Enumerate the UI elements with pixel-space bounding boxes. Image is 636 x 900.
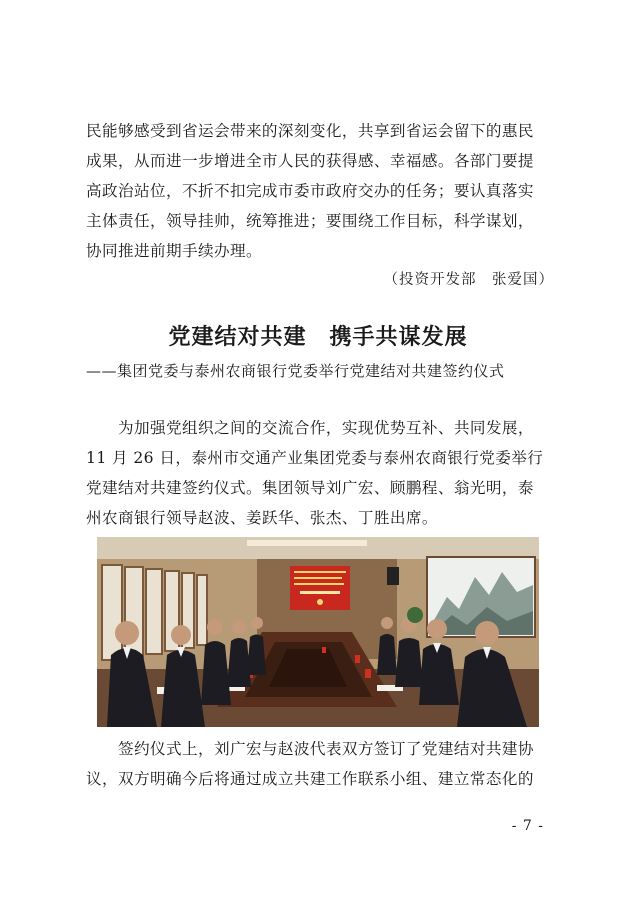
top-paragraph [86,116,554,266]
paragraph-line: 高政治站位，不折不扣完成市委市政府交办的任务；要认真落实 [86,182,534,200]
intro-paragraph [86,413,554,533]
paragraph-line: 主体责任，领导挂帅，统筹推进；要围绕工作目标，科学谋划， [86,212,534,230]
article-subtitle: ——集团党委与泰州农商银行党委举行党建结对共建签约仪式 [86,362,505,380]
paragraph-line: 签约仪式上，刘广宏与赵波代表双方签订了党建结对共建协 [86,740,534,758]
closing-paragraph [86,734,554,794]
page-number: - 7 - [511,818,544,834]
paragraph-line: 议，双方明确今后将通过成立共建工作联系小组、建立常态化的 [86,770,534,788]
paragraph-line: 成果，从而进一步增进全市人民的获得感、幸福感。各部门要提 [86,152,534,170]
author-byline: （投资开发部 张爱国） [383,272,554,288]
article-title: 党建结对共建 携手共谋发展 [168,325,468,350]
signing-ceremony-photo [97,537,539,727]
paragraph-line: 州农商银行领导赵波、姜跃华、张杰、丁胜出席。 [86,509,438,527]
paragraph-line: 11 月 26 日，泰州市交通产业集团党委与泰州农商银行党委举行 [86,449,544,467]
paragraph-line: 为加强党组织之间的交流合作，实现优势互补、共同发展， [86,419,534,437]
paragraph-line: 协同推进前期手续办理。 [86,242,262,260]
paragraph-line: 民能够感受到省运会带来的深刻变化，共享到省运会留下的惠民 [86,122,534,140]
paragraph-line: 党建结对共建签约仪式。集团领导刘广宏、顾鹏程、翁光明，泰 [86,479,534,497]
